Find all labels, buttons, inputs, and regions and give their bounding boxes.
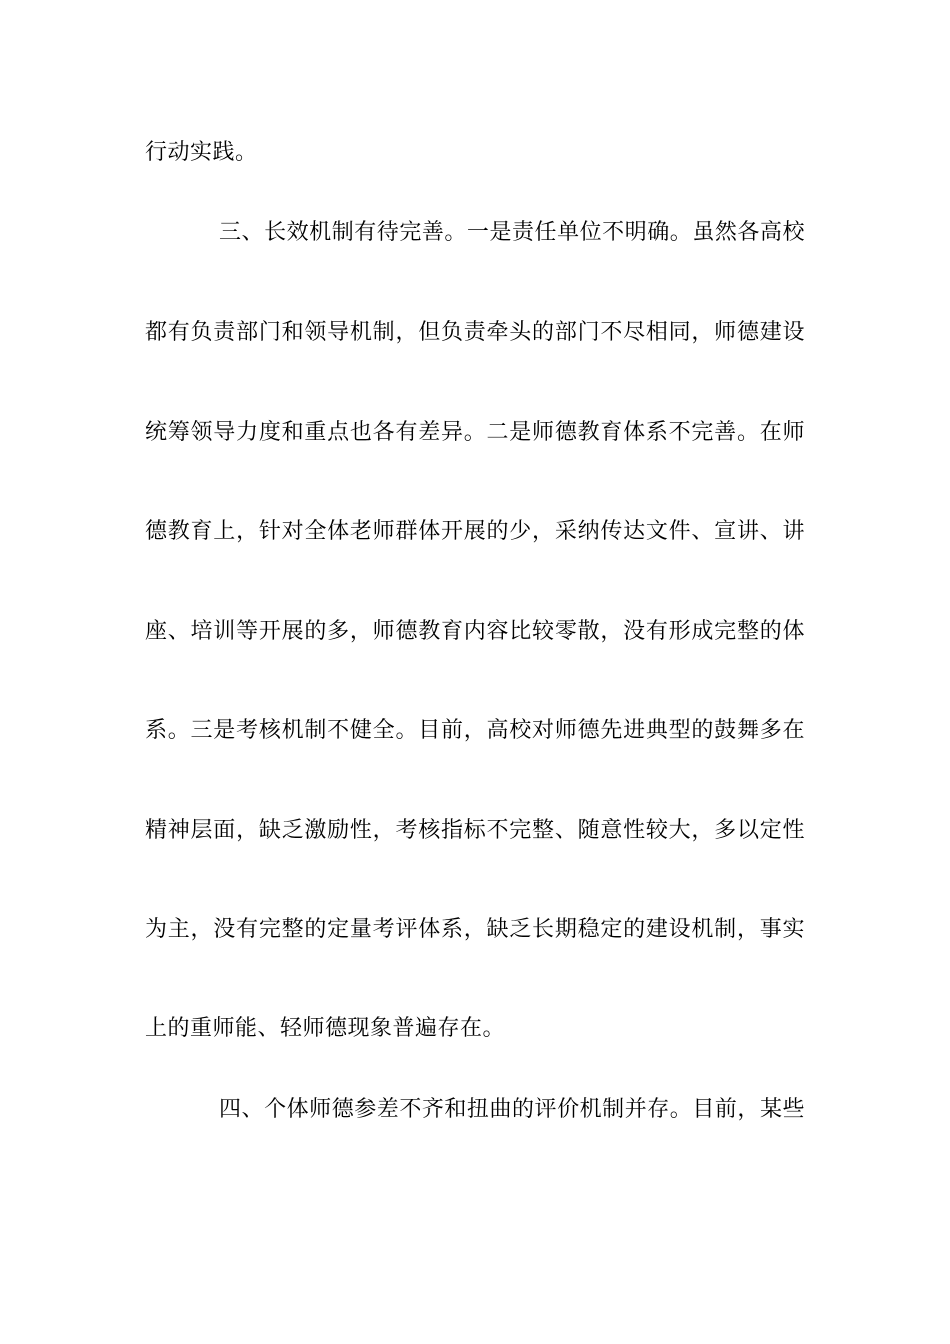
paragraph-3-line-5: 座、培训等开展的多，师德教育内容比较零散，没有形成完整的体 (145, 619, 805, 644)
paragraph-3-line-2: 都有负责部门和领导机制，但负责牵头的部门不尽相同，师德建设 (145, 320, 805, 345)
text-line-1: 行动实践。 (145, 140, 258, 165)
paragraph-3-line-3: 统筹领导力度和重点也各有差异。二是师德教育体系不完善。在师 (145, 420, 805, 445)
paragraph-4-line-1: 四、个体师德参差不齐和扭曲的评价机制并存。目前，某些 (219, 1097, 805, 1122)
paragraph-3-line-6: 系。三是考核机制不健全。目前，高校对师德先进典型的鼓舞多在 (145, 718, 805, 743)
paragraph-3-line-1: 三、长效机制有待完善。一是责任单位不明确。虽然各高校 (219, 220, 805, 245)
paragraph-3-line-9: 上的重师能、轻师德现象普遍存在。 (145, 1016, 506, 1041)
paragraph-3-line-7: 精神层面，缺乏激励性，考核指标不完整、随意性较大，多以定性 (145, 818, 805, 843)
paragraph-3-line-8: 为主，没有完整的定量考评体系，缺乏长期稳定的建设机制，事实 (145, 917, 805, 942)
paragraph-3-line-4: 德教育上，针对全体老师群体开展的少，采纳传达文件、宣讲、讲 (145, 519, 805, 544)
